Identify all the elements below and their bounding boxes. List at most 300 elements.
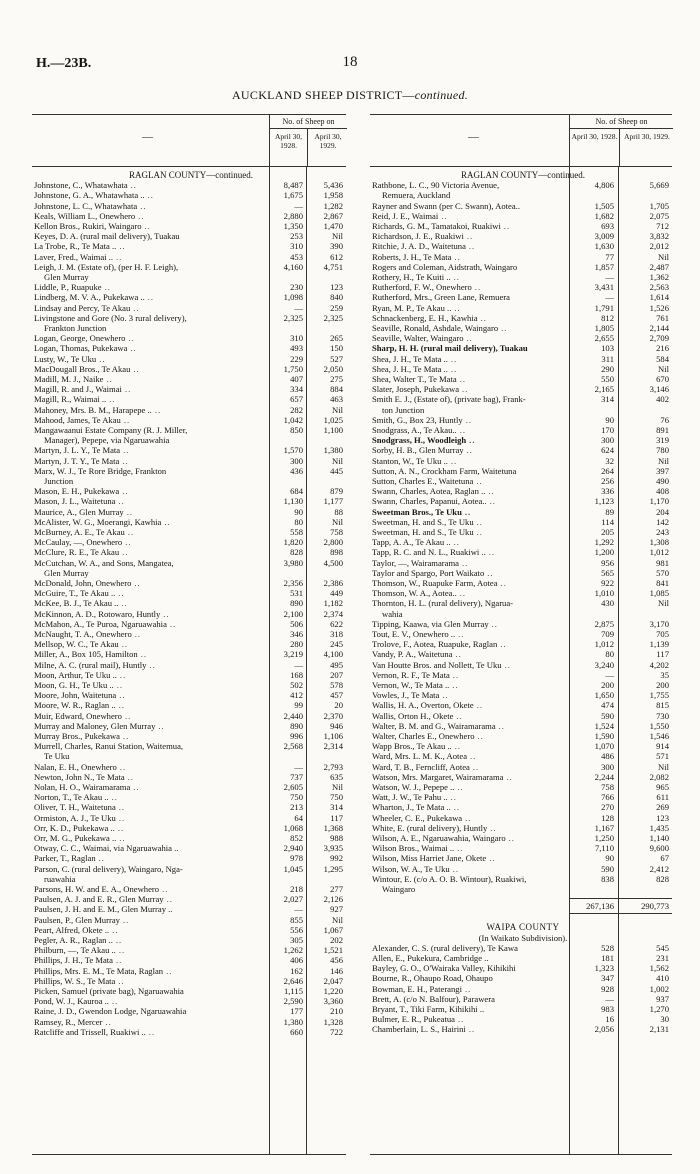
sheep-1929: 1,755 [649, 690, 669, 701]
sheep-1929: 1,362 [649, 272, 669, 282]
row-name: Norton, T., Te Akau .. .. [34, 792, 118, 803]
leader-dots: .. [450, 353, 458, 364]
leader-dots: .. [123, 414, 131, 425]
row-name: Wallis, Orton H., Okete .. [372, 710, 463, 721]
leader-dots: .. [133, 782, 140, 792]
row-name: ruawahia [44, 873, 76, 884]
sheep-1928: — [605, 669, 614, 680]
sheep-1929: 1,025 [323, 414, 343, 425]
sheep-1929: 67 [660, 853, 669, 864]
row-name: White, E. (rural delivery), Huntly .. [372, 822, 497, 833]
sheep-1929: 1,182 [323, 598, 343, 609]
sheep-1928: 90 [605, 853, 614, 864]
row-name: Martyn, J. L. Y., Te Mata .. [34, 445, 130, 456]
row-name: Walter, B. M. and G., Wairamarama .. [372, 720, 505, 731]
sheep-1929: 1,328 [323, 1016, 343, 1027]
sheep-1929: 1,295 [323, 863, 343, 874]
row-name: Mason, J. L., Waitetuna .. [34, 496, 125, 507]
row-name: Newton, John N., Te Mata .. [34, 771, 134, 782]
leader-dots: .. [112, 924, 119, 935]
sheep-1928: 1,250 [594, 833, 614, 843]
row-name: Thomson, W. A., Aotea.. .. [372, 588, 467, 599]
row-name: Sutton, A. N., Crockham Farm, Waitetuna [372, 465, 517, 476]
leader-dots: .. [125, 537, 132, 548]
row-name: Mangawaanui Estate Company (R. J. Miller, [34, 425, 188, 435]
leader-dots: .. [140, 649, 148, 660]
leader-dots: .. [154, 404, 162, 415]
sheep-1929: 30 [660, 1014, 669, 1025]
right-sheep-header [569, 115, 673, 166]
row-name: Rayner and Swann (per C. Swann), Aotea.. [372, 200, 520, 211]
row-name: Ward, T. B., Ferncliff, Aotea .. [372, 761, 480, 772]
sheep-1929: 879 [330, 486, 343, 497]
leader-dots: .. [466, 231, 474, 242]
leader-dots: .. [454, 741, 461, 752]
sheep-1928: 256 [601, 476, 614, 486]
sheep-1928: 1,650 [594, 690, 614, 701]
sheep-1929: 758 [330, 527, 343, 537]
leader-dots: .. [111, 996, 119, 1007]
row-name: Taylor, —, Wairamarama .. [372, 557, 469, 568]
sheep-1928: 2,440 [283, 710, 303, 721]
row-name: Smith, G., Box 23, Huntly .. [372, 414, 473, 425]
row-name: Sweetman, H. and S., Te Uku .. [372, 516, 483, 527]
row-name: Richardson, J. E., Ruakiwi .. [372, 231, 474, 242]
row-name: Thornton, H. L. (rural delivery), Ngarua- [372, 598, 514, 609]
sheep-1929: 2,800 [323, 537, 343, 548]
sheep-1928: 1,380 [283, 1016, 303, 1027]
row-name: Ward, Mrs. L. M. K., Aotea .. [372, 751, 477, 762]
title-continued: continued. [414, 88, 469, 102]
row-name: Logan, Thomas, Pukekawa .. [34, 343, 137, 354]
sheep-1929: 275 [330, 374, 343, 384]
sheep-1928: 1,200 [594, 547, 614, 558]
row-name: Moore, W. R., Raglan .. .. [34, 700, 125, 711]
sheep-1928: 305 [290, 935, 303, 945]
leader-dots: .. [124, 710, 132, 721]
sheep-1929: 937 [656, 993, 669, 1004]
row-name: Walter, Charles E., Onewhero .. [372, 731, 484, 741]
row-name: Paulsen, A. J. and E. R., Glen Murray .. [34, 894, 173, 905]
sheep-1928: 956 [601, 557, 614, 568]
leader-dots: .. [158, 720, 165, 731]
sheep-1929: 3,935 [323, 843, 343, 854]
sheep-1929: 2,047 [323, 975, 343, 986]
leader-dots: .. [508, 833, 515, 843]
sheep-1928: 99 [294, 700, 303, 711]
sheep-1928: 1,010 [594, 588, 614, 599]
sheep-1928: 2,646 [283, 975, 303, 986]
sheep-1929: 670 [656, 374, 669, 384]
section-title: (In Waikato Subdivision). [478, 932, 568, 943]
sheep-1928: 90 [294, 506, 303, 517]
sheep-1929: 3,170 [649, 618, 669, 629]
leader-dots: .. [462, 384, 469, 395]
sheep-1928: 558 [290, 527, 303, 537]
sheep-1929: 1,614 [649, 292, 669, 303]
row-name: Ratcliffe and Trissell, Ruakiwi .. .. [34, 1026, 156, 1037]
sheep-1929: 1,100 [323, 425, 343, 435]
sheep-1929: 2,867 [323, 210, 343, 221]
sheep-1929: 390 [330, 241, 343, 252]
leader-dots: .. [488, 486, 495, 497]
row-name: Magill, R. and J., Waimai .. [34, 384, 132, 395]
row-name: Martyn, J. T. Y., Te Mata .. [34, 455, 129, 466]
row-name: Bryant, T., Tiki Farm, Kihikihi .. [372, 1004, 485, 1014]
leader-dots: .. [118, 802, 126, 813]
sheep-1929: 319 [656, 435, 669, 446]
sheep-1929: 1,380 [323, 445, 343, 456]
row-name: Allen, E., Pukekura, Cambridge .. [372, 953, 489, 963]
row-name: Seaville, Walter, Waingaro .. [372, 333, 473, 344]
sheep-1928: 2,356 [283, 578, 303, 588]
sheep-1928: 2,165 [594, 384, 614, 395]
page-title [0, 88, 700, 103]
leader-dots: .. [503, 221, 511, 231]
sheep-1929: Nil [332, 404, 343, 415]
sheep-1929: 204 [656, 506, 669, 517]
leader-dots: .. [144, 221, 151, 231]
leader-dots: .. [454, 251, 461, 262]
leader-dots: .. [133, 302, 140, 313]
sheep-1929: 146 [330, 965, 343, 976]
sheep-1929: 891 [656, 425, 669, 435]
sheep-1929: 712 [656, 221, 669, 231]
sheep-1928: 1,130 [283, 496, 303, 507]
sheep-1929: 314 [330, 802, 343, 813]
leader-dots: .. [115, 955, 123, 966]
sheep-1929: 1,546 [649, 731, 669, 741]
sheep-1929: 202 [330, 935, 343, 945]
leader-dots: .. [119, 833, 126, 843]
sheep-1929: 4,100 [323, 649, 343, 660]
row-name: Peart, Alfred, Okete .. .. [34, 924, 119, 935]
sheep-1928: 2,027 [283, 894, 303, 905]
sheep-1928: 2,875 [594, 618, 614, 629]
sheep-1928: 300 [601, 435, 614, 446]
sheep-1928: 346 [290, 629, 303, 639]
sheep-1928: 1,123 [594, 496, 614, 507]
leader-dots: .. [119, 761, 127, 772]
sheep-1928: 657 [290, 394, 303, 405]
sheep-1929: 402 [656, 394, 669, 405]
sheep-1928: 3,240 [594, 659, 614, 670]
row-name: Schnackenberg, E. H., Kawhia .. [372, 312, 487, 323]
sheep-1929: 457 [330, 690, 343, 701]
sheep-1928: 1,098 [283, 292, 303, 303]
sheep-1929: 3,832 [649, 231, 669, 242]
leader-dots: .. [106, 374, 113, 384]
leader-dots: .. [457, 1014, 465, 1025]
sheep-1928: 1,820 [283, 537, 303, 548]
sheep-1929: Nil [332, 914, 343, 925]
sheep-1929: 1,562 [649, 963, 669, 974]
row-name: McKee, B. J., Te Akau .. .. [34, 598, 128, 609]
sheep-1928: 928 [601, 983, 614, 994]
sheep-1929: 1,435 [649, 822, 669, 833]
sheep-1929: 570 [656, 567, 669, 578]
left-table-header [32, 114, 346, 167]
sheep-1928: 1,590 [594, 731, 614, 741]
sheep-1929: 4,202 [649, 659, 669, 670]
row-name: Bulmer, E. R., Pukeatua .. [372, 1014, 465, 1025]
sheep-1928: 590 [601, 863, 614, 874]
total-1928: 267,136 [586, 901, 614, 912]
sheep-1928: 89 [605, 506, 614, 517]
leader-dots: .. [119, 669, 127, 680]
row-name: Wilson, A. E., Ngaruawahia, Waingaro .. [372, 833, 515, 843]
row-name: Bayley, G. O., O'Wairaka Valley, Kihikihi [372, 963, 516, 974]
sheep-1929: 210 [330, 1006, 343, 1017]
leader-dots: .. [458, 629, 465, 639]
row-name: Rutherford, F. W., Onewhero .. [372, 282, 482, 293]
leader-dots: .. [476, 700, 483, 711]
leader-dots: .. [122, 914, 130, 925]
row-name: McNaught, T. A., Onewhero .. [34, 629, 142, 639]
row-name: Johnstone, C., Whatawhata .. [34, 180, 137, 191]
leader-dots: .. [162, 884, 169, 894]
leader-dots: .. [130, 343, 137, 354]
row-name: Alexander, C. S. (rural delivery), Te Kawa [372, 942, 518, 953]
sheep-1928: 3,219 [283, 649, 303, 660]
sheep-1928: 205 [601, 527, 614, 537]
sheep-1928: 80 [605, 649, 614, 660]
sheep-1928: 334 [290, 384, 303, 395]
leader-dots: .. [459, 374, 466, 384]
leader-dots: .. [169, 618, 177, 629]
leader-dots: .. [441, 210, 448, 221]
leader-dots: .. [468, 1024, 476, 1035]
leader-dots: .. [450, 792, 457, 803]
sheep-1928: 2,655 [594, 333, 614, 344]
sheep-1928: 4,806 [594, 180, 614, 191]
leader-dots: .. [498, 720, 505, 731]
leader-dots: .. [459, 425, 466, 435]
sheep-1928: 838 [601, 873, 614, 884]
leader-dots: .. [489, 853, 496, 864]
leader-dots: .. [452, 669, 460, 680]
row-name: Thomson, W., Ruapuke Farm, Aotea .. [372, 578, 507, 588]
row-name: Wheeler, C. E., Pukekawa .. [372, 812, 472, 823]
sheep-1929: 1,521 [323, 945, 343, 956]
leader-dots: .. [116, 680, 123, 690]
left-header-dash: — [142, 131, 153, 143]
sheep-1929: 730 [656, 710, 669, 721]
row-name: Taylor and Spargo, Port Waikato .. [372, 567, 494, 578]
sheep-1928: — [294, 904, 303, 915]
sheep-1928: 230 [290, 282, 303, 293]
sheep-1928: 347 [601, 973, 614, 984]
row-name: Lusty, W., Te Uku .. [34, 353, 106, 364]
sheep-1929: 722 [330, 1026, 343, 1037]
title-main: AUCKLAND SHEEP DISTRICT— [231, 88, 415, 102]
leader-dots: .. [118, 700, 125, 711]
row-name: Milne, A. C. (rural mail), Huntly .. [34, 659, 156, 670]
sheep-1928: 2,325 [283, 312, 303, 323]
right-header-dash: — [468, 131, 479, 143]
leader-dots: .. [166, 965, 173, 976]
sheep-1929: 1,085 [649, 588, 669, 599]
sheep-1928: 3,431 [594, 282, 614, 293]
sheep-1928: 1,045 [283, 863, 303, 874]
sheep-1929: 2,050 [323, 363, 343, 374]
row-name: Kellon Bros., Rukiri, Waingaro .. [34, 221, 151, 231]
sheep-1928: 300 [290, 455, 303, 466]
sheep-1928: 8,487 [283, 180, 303, 191]
sheep-1928: 486 [601, 751, 614, 762]
leader-dots: .. [122, 547, 129, 558]
leader-dots: .. [126, 506, 134, 517]
sheep-1929: 2,144 [649, 323, 669, 333]
row-name: Sweetman, H. and S., Te Uku .. [372, 527, 483, 537]
leader-dots: .. [118, 945, 126, 956]
row-name: Ormiston, A. J., Te Uku .. [34, 812, 126, 823]
sheep-1929: Nil [658, 761, 669, 772]
sheep-1928: 310 [290, 333, 303, 344]
row-name: Magill, R., Waimai .. .. [34, 394, 116, 405]
sheep-1929: Nil [332, 782, 343, 792]
row-name: Laver, Fred., Waimai .. .. [34, 251, 123, 262]
leader-dots: .. [476, 516, 483, 527]
row-name: Watson, Mrs. Margaret, Wairamarama .. [372, 771, 513, 782]
sheep-1929: 2,386 [323, 578, 343, 588]
sheep-1928: 922 [601, 578, 614, 588]
row-name: Vernon, W., Te Mata .. .. [372, 680, 459, 690]
sheep-1928: 750 [290, 792, 303, 803]
row-name: Muir, Edward, Onewhero .. [34, 710, 132, 721]
sheep-1929: 884 [330, 384, 343, 395]
sheep-1929: 231 [656, 953, 669, 963]
sheep-1929: 245 [330, 639, 343, 650]
sheep-1929: 1,705 [649, 200, 669, 211]
sheep-1928: 436 [290, 465, 303, 476]
leader-dots: .. [468, 241, 476, 252]
sheep-1928: 1,115 [283, 986, 303, 996]
sheep-1928: 550 [601, 374, 614, 384]
sheep-1928: 2,590 [283, 996, 303, 1007]
row-name: Wilson Bros., Waimai .. .. [372, 843, 464, 854]
leader-dots: .. [118, 496, 125, 507]
sheep-1928: 684 [290, 486, 303, 497]
sheep-1929: Nil [332, 455, 343, 466]
row-name: Trolove, F., Aotea, Ruapuke, Raglan .. [372, 639, 507, 650]
leader-dots: .. [504, 659, 511, 670]
leader-dots: .. [452, 863, 459, 874]
sheep-1929: 207 [330, 669, 343, 680]
sheep-1928: 528 [601, 942, 614, 953]
sheep-1929: 495 [330, 659, 343, 670]
sheep-1929: 5,436 [323, 180, 343, 191]
sheep-1928: 1,262 [283, 945, 303, 956]
sheep-1928: 114 [601, 516, 614, 527]
sheep-1928: 32 [605, 455, 614, 466]
sheep-1928: 310 [290, 241, 303, 252]
sheep-1928: 1,570 [283, 445, 303, 456]
sheep-1928: 1,682 [594, 210, 614, 221]
sheep-1928: 565 [601, 567, 614, 578]
sheep-1928: 1,750 [283, 363, 303, 374]
sheep-1928: 2,940 [283, 843, 303, 854]
sheep-1928: 103 [601, 343, 614, 354]
sheep-1929: 142 [656, 516, 669, 527]
left-year-1928: April 30, 1928. [274, 132, 303, 150]
row-name: Parsons, H. W. and E. A., Onewhero .. [34, 884, 169, 894]
leader-dots: .. [453, 802, 461, 813]
leader-dots: .. [98, 853, 105, 864]
sheep-1929: 840 [330, 292, 343, 303]
row-name: Vernon, R. F., Te Mata .. [372, 669, 460, 680]
sheep-1928: 1,350 [283, 221, 303, 231]
leader-dots: .. [148, 1026, 156, 1037]
sheep-1928: 280 [290, 639, 303, 650]
sheep-1929: Nil [332, 231, 343, 242]
sheep-1929: 35 [660, 669, 669, 680]
sheep-1929: 1,270 [649, 1004, 669, 1014]
row-name: wahia [382, 608, 403, 619]
leader-dots: .. [455, 649, 462, 660]
sheep-1929: 200 [656, 680, 669, 690]
row-name: Oliver, T. H., Waitetuna .. [34, 802, 126, 813]
leader-dots: .. [122, 486, 129, 497]
sheep-1928: 264 [601, 465, 614, 476]
leader-dots: .. [452, 680, 459, 690]
sheep-1928: 253 [290, 231, 303, 242]
leader-dots: .. [118, 812, 126, 823]
row-name: Moore, John, Waitetuna .. [34, 690, 126, 701]
leader-dots: .. [109, 394, 116, 405]
row-name: Tout, E. V., Onewhero .. .. [372, 629, 465, 639]
row-name: MacDougall Bros., Te Akau .. [34, 363, 140, 374]
row-name: Brett, A. (c/o N. Balfour), Parawera [372, 993, 495, 1004]
row-name: Maurice, A., Glen Murray .. [34, 506, 134, 517]
sheep-1929: 76 [660, 414, 669, 425]
sheep-1928: 1,012 [594, 639, 614, 650]
leader-dots: .. [116, 251, 123, 262]
sheep-1929: 1,958 [323, 190, 343, 201]
sheep-1929: 449 [330, 588, 343, 599]
row-name: Roberts, J. H., Te Mata .. [372, 251, 461, 262]
row-name: Stanton, W., Te Uku .. .. [372, 455, 458, 466]
sheep-1929: 898 [330, 547, 343, 558]
row-name: Picken, Samuel (private bag), Ngaruawahia [34, 986, 184, 996]
sheep-1929: 750 [330, 792, 343, 803]
section-title: WAIPA COUNTY [486, 922, 560, 933]
sheep-1928: 852 [290, 833, 303, 843]
row-name: Murrell, Charles, Ranui Station, Waitemua, [34, 741, 184, 752]
leader-dots: .. [104, 282, 111, 293]
sheep-1929: 490 [656, 476, 669, 486]
row-name: Mahoney, Mrs. B. M., Harapepe .. .. [34, 404, 162, 415]
sheep-1928: — [605, 292, 614, 303]
leader-dots: .. [166, 894, 173, 905]
sheep-1928: 282 [290, 404, 303, 415]
sheep-1928: 2,244 [594, 771, 614, 782]
sheep-1928: 3,009 [594, 231, 614, 242]
row-name: Snodgrass, H., Woodleigh .. [372, 435, 476, 446]
sheep-1928: 890 [290, 598, 303, 609]
sheep-1928: 7,110 [594, 843, 614, 854]
sheep-1929: 2,314 [323, 741, 343, 752]
sheep-1929: 318 [330, 629, 343, 639]
leader-dots: .. [123, 445, 130, 456]
row-name: Johnstone, G. A., Whatawhata .. .. [34, 190, 154, 201]
row-name: Ryan, M. P., Te Akau .. .. [372, 302, 461, 313]
leader-dots: .. [466, 333, 473, 344]
sheep-1929: 1,170 [649, 496, 669, 507]
leader-dots: .. [459, 588, 467, 599]
leader-dots: .. [500, 639, 507, 650]
leader-dots: .. [118, 975, 125, 986]
